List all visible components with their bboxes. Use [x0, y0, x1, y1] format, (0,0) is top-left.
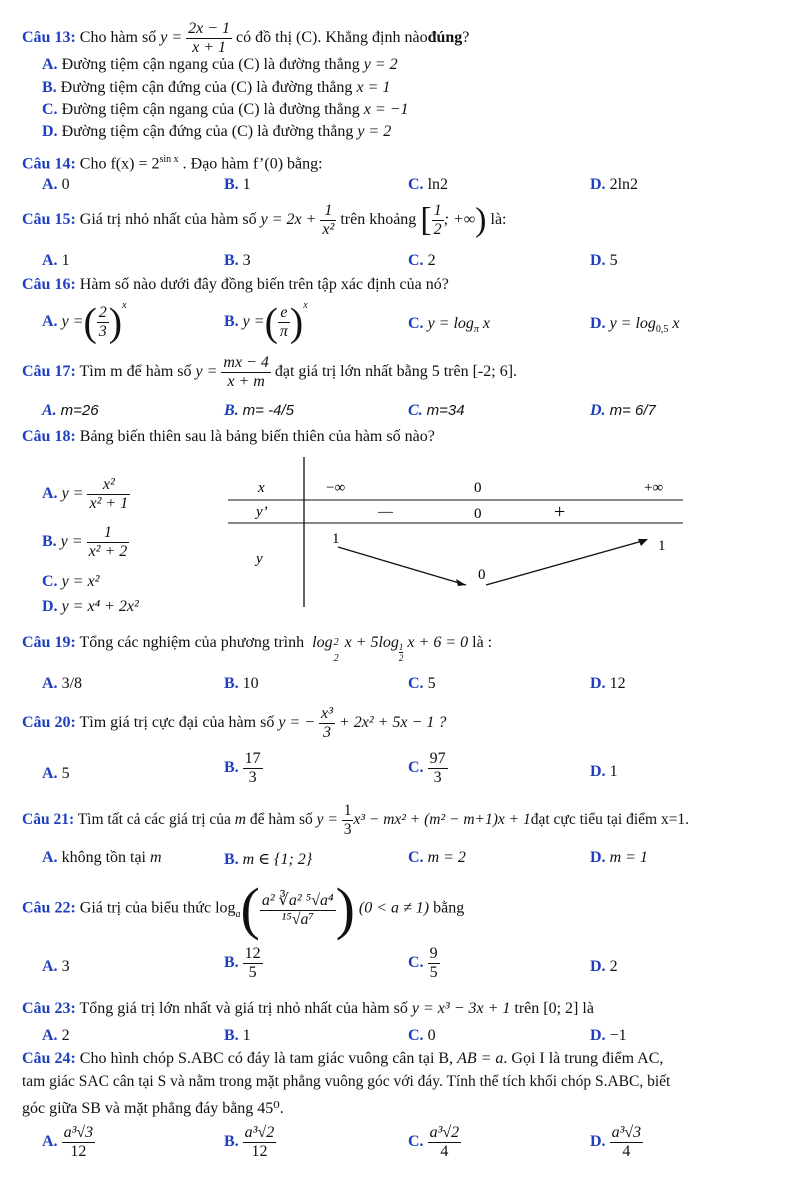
option-14a[interactable]: A. 0 — [42, 176, 70, 193]
option-21b[interactable]: B. m ∈ {1; 2} — [224, 851, 313, 868]
option-21c[interactable]: C. m = 2 — [408, 849, 466, 866]
question-22-stem: Câu 22: Giá trị của biểu thức $\log_a$( $\frac{\text{a² ∛a² ⁵√a⁴}}{\text{¹⁵√a⁷}}$ ) (0 < a ≠ 1) bằng — [22, 876, 465, 941]
option-24c[interactable]: C. $\frac{\text{a³√2}}{4}$ — [408, 1124, 460, 1160]
option-22a[interactable]: A. 3 — [42, 958, 70, 975]
question-15-stem: Câu 15: Giá trị nhỏ nhất của hàm số y = 2x + $\frac{1}{\text{x²}}$ trên khoảng [ $\frac{1}{2}$ ; +∞) là: — [22, 201, 507, 239]
option-13b[interactable]: B. Đường tiệm cận đứng của (C) là đường thẳng x = 1 — [42, 79, 391, 96]
option-14c[interactable]: C. ln2 — [408, 176, 449, 193]
option-16b[interactable]: B. y =( $\frac{e}{\pi}$ )$^x$ — [224, 299, 308, 345]
option-18b[interactable]: B. y = $\frac{1}{\text{x² + 2}}$ — [42, 524, 128, 560]
fraction: $\frac{2x - 1}{x + 1}$ — [188, 20, 231, 56]
question-16-stem: Câu 16: Hàm số nào dưới đây đồng biến trên tập xác định của nó? — [22, 276, 449, 293]
option-19d[interactable]: D. 12 — [590, 675, 626, 692]
option-22c[interactable]: C. $\frac{9}{5}$ — [408, 945, 438, 981]
option-15d[interactable]: D. 5 — [590, 252, 618, 269]
option-15c[interactable]: C. 2 — [408, 252, 436, 269]
option-18c[interactable]: C. y = x² — [42, 573, 100, 590]
option-24d[interactable]: D. $\frac{\text{a³√3}}{4}$ — [590, 1124, 642, 1160]
option-17a[interactable]: A. m=26 — [42, 402, 99, 419]
question-23-stem: Câu 23: Tổng giá trị lớn nhất và giá trị nhỏ nhất của hàm số y = x³ − 3x + 1 trên [0; 2] là — [22, 1000, 594, 1017]
option-21a[interactable]: A. không tồn tại m — [42, 849, 162, 866]
option-17d[interactable]: D. m= 6/7 — [590, 402, 656, 419]
y-value: 1 — [658, 538, 666, 554]
option-23b[interactable]: B. 1 — [224, 1027, 251, 1044]
option-20a[interactable]: A. 5 — [42, 765, 70, 782]
question-number: Câu 13: — [22, 29, 76, 47]
question-24-line3: góc giữa SB và mặt phẳng đáy bằng 45⁰. — [22, 1100, 284, 1117]
option-14b[interactable]: B. 1 — [224, 176, 251, 193]
option-24a[interactable]: A. $\frac{\text{a³√3}}{12}$ — [42, 1124, 94, 1160]
option-14d[interactable]: D. 2ln2 — [590, 176, 639, 193]
option-15a[interactable]: A. 1 — [42, 252, 70, 269]
option-19c[interactable]: C. 5 — [408, 675, 436, 692]
option-23a[interactable]: A. 2 — [42, 1027, 70, 1044]
option-17b[interactable]: B. m= -4/5 — [224, 402, 294, 419]
option-23c[interactable]: C. 0 — [408, 1027, 436, 1044]
option-19b[interactable]: B. 10 — [224, 675, 259, 692]
question-24-line2: tam giác SAC cân tại S và nằm trong mặt phẳng vuông góc với đáy. Tính thể tích khối chóp S.ABC, biết — [22, 1073, 671, 1090]
x-value: +∞ — [644, 480, 664, 496]
question-24-line1: Câu 24: Cho hình chóp S.ABC có đáy là tam giác vuông cân tại B, AB = a. Gọi I là trung điểm AC, — [22, 1050, 664, 1067]
option-17c[interactable]: C. m=34 — [408, 402, 465, 419]
option-16c[interactable]: C. $y = \log_\pi x$ — [408, 315, 491, 336]
yprime-sign: — — [378, 504, 393, 520]
option-21d[interactable]: D. m = 1 — [590, 849, 648, 866]
y-value: 0 — [478, 567, 486, 583]
table-header-yprime: y’ — [256, 504, 268, 520]
y-value: 1 — [332, 531, 340, 547]
x-value: 0 — [474, 480, 482, 496]
increasing-arrow — [486, 540, 646, 585]
table-header-y: y — [256, 551, 263, 567]
option-20c[interactable]: C. $\frac{97}{3}$ — [408, 750, 446, 786]
option-23d[interactable]: D. −1 — [590, 1027, 627, 1044]
decreasing-arrow — [338, 547, 466, 585]
option-16d[interactable]: D. $y = \log_{0,5} x$ — [590, 315, 680, 336]
question-20-stem: Câu 20: Tìm giá trị cực đại của hàm số y = − $\frac{\text{x³}}{3}$ + 2x² + 5x − 1 ? — [22, 705, 447, 741]
question-14-stem: Câu 14: Cho $f(x) = 2^{sin x}$ . Đạo hàm f’(0) bằng: — [22, 154, 323, 173]
table-header-x: x — [258, 480, 265, 496]
option-22b[interactable]: B. $\frac{12}{5}$ — [224, 945, 261, 981]
option-13d[interactable]: D. Đường tiệm cận đứng của (C) là đường thẳng y = 2 — [42, 123, 392, 140]
option-15b[interactable]: B. 3 — [224, 252, 251, 269]
question-21-stem: Câu 21: Tìm tất cả các giá trị của m để hàm số y = $\frac{1}{3}$ x³ − mx² + (m² − m+1)x + 1đạt cực tiểu tại điểm x=1. — [22, 802, 690, 838]
option-20d[interactable]: D. 1 — [590, 763, 618, 780]
option-19a[interactable]: A. 3/8 — [42, 675, 83, 692]
option-18d[interactable]: D. y = x⁴ + 2x² — [42, 598, 139, 615]
variation-table — [228, 455, 688, 610]
option-13a[interactable]: A. Đường tiệm cận ngang của (C) là đường thẳng y = 2 — [42, 56, 398, 73]
option-18a[interactable]: A. y = $\frac{\text{x²}}{\text{x² + 1}}$ — [42, 476, 129, 512]
yprime-sign: + — [554, 501, 566, 523]
question-13-stem: Câu 13: Cho hàm số y = $\frac{2x - 1}{x + 1}$ có đồ thị (C). Khẳng định nàođúng? — [22, 20, 470, 56]
option-24b[interactable]: B. $\frac{\text{a³√2}}{12}$ — [224, 1124, 275, 1160]
yprime-value: 0 — [474, 506, 482, 522]
question-18-stem: Câu 18: Bảng biến thiên sau là bảng biến thiên của hàm số nào? — [22, 428, 435, 445]
option-13c[interactable]: C. Đường tiệm cận ngang của (C) là đường thẳng x = −1 — [42, 101, 409, 118]
option-22d[interactable]: D. 2 — [590, 958, 618, 975]
question-19-stem: Câu 19: Tổng các nghiệm của phương trình log 2 2 x + 5log $\frac{1}{2}$ x + 6 = 0 là : — [22, 634, 493, 664]
option-16a[interactable]: A. y =( $\frac{2}{3}$ )$^x$ — [42, 299, 127, 345]
x-value: −∞ — [326, 480, 346, 496]
question-17-stem: Câu 17: Tìm m để hàm số y = $\frac{mx - 4}{x + m}$ đạt giá trị lớn nhất bằng 5 trên [-2; 6]. — [22, 354, 518, 390]
option-20b[interactable]: B. $\frac{17}{3}$ — [224, 750, 261, 786]
